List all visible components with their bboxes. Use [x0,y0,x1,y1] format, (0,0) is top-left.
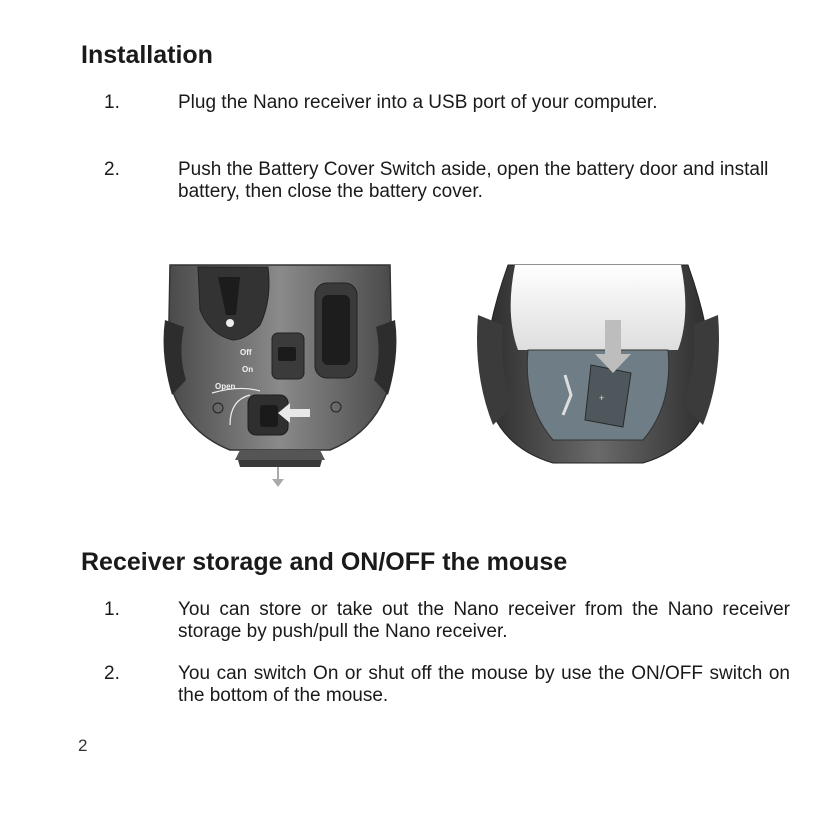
battery-compartment-illustration [473,255,723,475]
step-number: 2. [104,159,120,180]
section-title-storage: Receiver storage and ON/OFF the mouse [81,548,568,576]
step-text: You can switch On or shut off the mouse by use the ON/OFF switch on the bottom of the mouse. [178,663,790,706]
step-number: 2. [104,663,120,684]
label-on: On [242,365,254,374]
label-open: Open [215,382,236,391]
step-text: You can store or take out the Nano receiver from the Nano receiver storage by push/pull the Nano receiver. [178,599,790,642]
step-text: Push the Battery Cover Switch aside, open the battery door and install battery, then close the battery cover. [178,159,769,202]
section-title-installation: Installation [81,41,213,69]
step-number: 1. [104,92,120,113]
svg-text:+: + [599,393,605,403]
page-number: 2 [78,736,88,755]
label-off: Off [240,348,252,357]
step-number: 1. [104,599,120,620]
mouse-bottom-illustration [160,255,400,495]
step-text: Plug the Nano receiver into a USB port of your computer. [178,92,658,113]
